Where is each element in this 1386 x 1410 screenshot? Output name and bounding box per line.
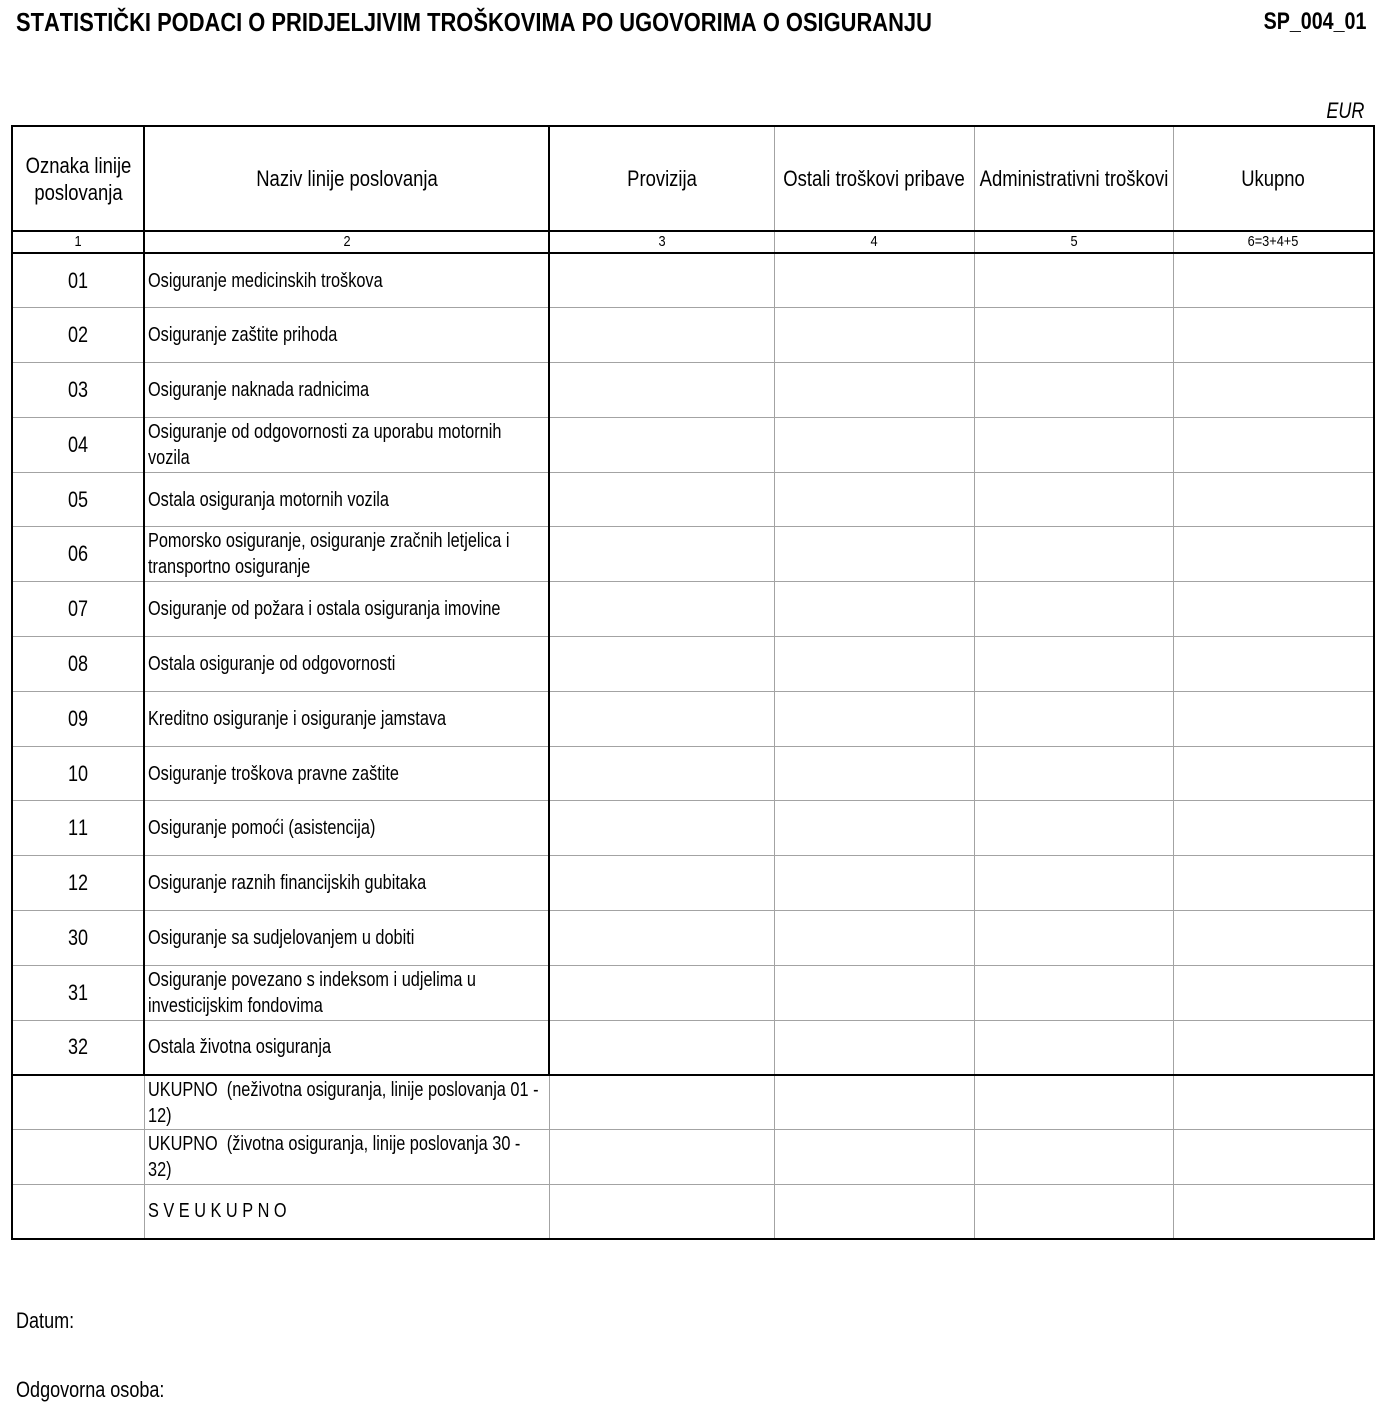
line-code-cell (12, 746, 144, 801)
line-name: Osiguranje od požara i ostala osiguranja imovine (148, 598, 501, 621)
administrativni-troskovi-cell (974, 1075, 1173, 1130)
administrativni-troskovi-cell (974, 856, 1173, 911)
ukupno-cell (1173, 472, 1374, 527)
column-number-cell (774, 231, 974, 253)
ostali-troskovi-pribave-cell (774, 746, 974, 801)
provizija-cell (549, 253, 774, 308)
provizija-cell (549, 582, 774, 637)
line-code-cell (12, 582, 144, 637)
summary-row (12, 1184, 1374, 1239)
summary-label: S V E U K U P N O (147, 1200, 287, 1223)
administrativni-troskovi-cell (974, 363, 1173, 418)
column-number-cell (12, 231, 144, 253)
ostali-troskovi-pribave-cell (774, 417, 974, 472)
line-code-cell (12, 1130, 144, 1185)
provizija-cell (549, 691, 774, 746)
administrativni-troskovi-cell (974, 637, 1173, 692)
line-name-cell (144, 308, 549, 363)
line-name-cell (144, 582, 549, 637)
line-code: 05 (67, 486, 89, 512)
summary-row (12, 1075, 1374, 1130)
line-name-cell (144, 1130, 549, 1185)
line-name: Osiguranje pomoći (asistencija) (148, 817, 376, 840)
line-name: Osiguranje raznih financijskih gubitaka (148, 872, 427, 895)
line-name: Osiguranje troškova pravne zaštite (148, 762, 399, 785)
column-number-cell (549, 231, 774, 253)
ukupno-cell (1173, 1020, 1374, 1075)
line-name: Osiguranje medicinskih troškova (148, 269, 383, 292)
ukupno-cell (1173, 856, 1374, 911)
ostali-troskovi-pribave-cell (774, 308, 974, 363)
administrativni-troskovi-cell (974, 801, 1173, 856)
ukupno-cell (1173, 1130, 1374, 1185)
line-code: 02 (67, 322, 89, 348)
provizija-cell (549, 1075, 774, 1130)
header-ukupno (1173, 126, 1374, 231)
line-name: Ostala osiguranje od odgovornosti (148, 652, 396, 675)
column-number-cell (1173, 231, 1374, 253)
table-row (12, 965, 1374, 1020)
line-name-cell (144, 801, 549, 856)
date-label: Datum: (16, 1308, 75, 1333)
line-name-cell (144, 472, 549, 527)
line-name: Pomorsko osiguranje, osiguranje zračnih letjelica i transportno osiguranje (148, 530, 515, 579)
line-name-cell (144, 1020, 549, 1075)
table-row (12, 527, 1374, 582)
line-code-cell (12, 965, 144, 1020)
ostali-troskovi-pribave-cell (774, 911, 974, 966)
table-body (12, 253, 1374, 1239)
header-label: Provizija (626, 166, 697, 191)
header-label: Naziv linije poslovanja (255, 166, 438, 191)
header-administrativni-troskovi (974, 126, 1173, 231)
line-name-cell (144, 363, 549, 418)
line-code: 11 (67, 815, 89, 841)
line-name-cell (144, 965, 549, 1020)
line-code-cell (12, 417, 144, 472)
administrativni-troskovi-cell (974, 308, 1173, 363)
table-header (12, 126, 1374, 253)
line-name-cell (144, 911, 549, 966)
line-code: 07 (67, 596, 89, 622)
line-code: 09 (67, 705, 89, 731)
line-code: 06 (67, 541, 89, 567)
column-number-cell (974, 231, 1173, 253)
line-code-cell (12, 691, 144, 746)
provizija-cell (549, 911, 774, 966)
form-code: SP_004_01 (1263, 8, 1366, 35)
header-oznaka-linije-poslovanja (12, 126, 144, 231)
line-code-cell (12, 363, 144, 418)
table-row (12, 911, 1374, 966)
administrativni-troskovi-cell (974, 1184, 1173, 1239)
column-number: 6=3+4+5 (1247, 233, 1299, 250)
header-row (12, 126, 1374, 231)
table-row (12, 582, 1374, 637)
provizija-cell (549, 527, 774, 582)
line-code: 03 (67, 376, 89, 402)
ukupno-cell (1173, 363, 1374, 418)
table-row (12, 308, 1374, 363)
ukupno-cell (1173, 1075, 1374, 1130)
line-name-cell (144, 746, 549, 801)
ostali-troskovi-pribave-cell (774, 856, 974, 911)
summary-row (12, 1130, 1374, 1185)
header-provizija (549, 126, 774, 231)
line-name-cell (144, 1075, 549, 1130)
provizija-cell (549, 965, 774, 1020)
provizija-cell (549, 308, 774, 363)
column-number: 2 (342, 233, 351, 250)
ukupno-cell (1173, 417, 1374, 472)
ukupno-cell (1173, 253, 1374, 308)
line-code-cell (12, 911, 144, 966)
line-name-cell (144, 637, 549, 692)
header-ostali-troskovi-pribave (774, 126, 974, 231)
ukupno-cell (1173, 801, 1374, 856)
line-name: Ostala životna osiguranja (148, 1036, 332, 1059)
ostali-troskovi-pribave-cell (774, 965, 974, 1020)
line-name: Osiguranje povezano s indeksom i udjelima u investicijskim fondovima (148, 968, 481, 1017)
header-label: Ostali troškovi pribave (783, 166, 965, 191)
line-code-cell (12, 253, 144, 308)
ostali-troskovi-pribave-cell (774, 1075, 974, 1130)
line-code: 10 (67, 760, 89, 786)
ostali-troskovi-pribave-cell (774, 1020, 974, 1075)
table-row (12, 637, 1374, 692)
line-code-cell (12, 1184, 144, 1239)
table-row (12, 417, 1374, 472)
line-code-cell (12, 856, 144, 911)
line-name: Osiguranje naknada radnicima (148, 378, 370, 401)
line-code-cell (12, 637, 144, 692)
column-number: 5 (1069, 233, 1078, 250)
administrativni-troskovi-cell (974, 417, 1173, 472)
ostali-troskovi-pribave-cell (774, 637, 974, 692)
ukupno-cell (1173, 308, 1374, 363)
ostali-troskovi-pribave-cell (774, 527, 974, 582)
cost-statistics-table (11, 125, 1375, 1240)
header-label: Ukupno (1241, 166, 1306, 191)
line-name: Ostala osiguranja motornih vozila (148, 488, 389, 511)
provizija-cell (549, 363, 774, 418)
administrativni-troskovi-cell (974, 253, 1173, 308)
summary-label: UKUPNO (neživotna osiguranja, linije poslovanja 01 - 12) (147, 1078, 543, 1127)
administrativni-troskovi-cell (974, 527, 1173, 582)
line-code-cell (12, 308, 144, 363)
ostali-troskovi-pribave-cell (774, 1130, 974, 1185)
line-code-cell (12, 1075, 144, 1130)
line-name: Osiguranje zaštite prihoda (148, 324, 338, 347)
summary-label: UKUPNO (životna osiguranja, linije poslovanja 30 - 32) (147, 1132, 525, 1181)
ukupno-cell (1173, 691, 1374, 746)
provizija-cell (549, 417, 774, 472)
header-label: Oznaka linije poslovanja (25, 152, 131, 205)
line-name-cell (144, 417, 549, 472)
line-name: Kreditno osiguranje i osiguranje jamstava (148, 707, 447, 730)
ostali-troskovi-pribave-cell (774, 801, 974, 856)
column-number-cell (144, 231, 549, 253)
administrativni-troskovi-cell (974, 1130, 1173, 1185)
ukupno-cell (1173, 911, 1374, 966)
table-row (12, 253, 1374, 308)
ukupno-cell (1173, 1184, 1374, 1239)
column-number: 4 (870, 233, 878, 250)
provizija-cell (549, 801, 774, 856)
column-number: 1 (74, 233, 82, 250)
document-title: STATISTIČKI PODACI O PRIDJELJIVIM TROŠKOVIMA PO UGOVORIMA O OSIGURANJU (16, 7, 932, 37)
line-name-cell (144, 527, 549, 582)
provizija-cell (549, 637, 774, 692)
ukupno-cell (1173, 527, 1374, 582)
administrativni-troskovi-cell (974, 746, 1173, 801)
line-code-cell (12, 801, 144, 856)
table-row (12, 856, 1374, 911)
ostali-troskovi-pribave-cell (774, 253, 974, 308)
provizija-cell (549, 746, 774, 801)
line-name-cell (144, 691, 549, 746)
ostali-troskovi-pribave-cell (774, 582, 974, 637)
line-code-cell (12, 472, 144, 527)
line-code: 12 (67, 870, 89, 896)
line-name-cell (144, 856, 549, 911)
line-name: Osiguranje sa sudjelovanjem u dobiti (148, 926, 415, 949)
administrativni-troskovi-cell (974, 691, 1173, 746)
table-row (12, 746, 1374, 801)
line-code: 32 (67, 1034, 89, 1060)
table-row (12, 801, 1374, 856)
line-code: 01 (67, 267, 89, 293)
ostali-troskovi-pribave-cell (774, 363, 974, 418)
administrativni-troskovi-cell (974, 911, 1173, 966)
administrativni-troskovi-cell (974, 1020, 1173, 1075)
column-number-row (12, 231, 1374, 253)
line-code: 08 (67, 650, 89, 676)
ostali-troskovi-pribave-cell (774, 1184, 974, 1239)
table-row (12, 472, 1374, 527)
responsible-person-label: Odgovorna osoba: (16, 1377, 165, 1402)
provizija-cell (549, 1184, 774, 1239)
administrativni-troskovi-cell (974, 965, 1173, 1020)
ukupno-cell (1173, 582, 1374, 637)
header-label: Administrativni troškovi (979, 166, 1168, 191)
ukupno-cell (1173, 965, 1374, 1020)
line-code: 04 (67, 431, 89, 457)
line-code: 30 (67, 924, 89, 950)
table-row (12, 363, 1374, 418)
line-code: 31 (67, 979, 89, 1005)
administrativni-troskovi-cell (974, 472, 1173, 527)
provizija-cell (549, 856, 774, 911)
currency-label: EUR (1325, 98, 1364, 123)
line-name-cell (144, 1184, 549, 1239)
provizija-cell (549, 1020, 774, 1075)
ostali-troskovi-pribave-cell (774, 472, 974, 527)
ostali-troskovi-pribave-cell (774, 691, 974, 746)
ukupno-cell (1173, 637, 1374, 692)
table-row (12, 1020, 1374, 1075)
line-code-cell (12, 1020, 144, 1075)
header-naziv-linije-poslovanja (144, 126, 549, 231)
table-row (12, 691, 1374, 746)
line-name-cell (144, 253, 549, 308)
column-number: 3 (658, 233, 666, 250)
provizija-cell (549, 1130, 774, 1185)
line-code-cell (12, 527, 144, 582)
line-name: Osiguranje od odgovornosti za uporabu motornih vozila (148, 420, 506, 469)
administrativni-troskovi-cell (974, 582, 1173, 637)
ukupno-cell (1173, 746, 1374, 801)
provizija-cell (549, 472, 774, 527)
